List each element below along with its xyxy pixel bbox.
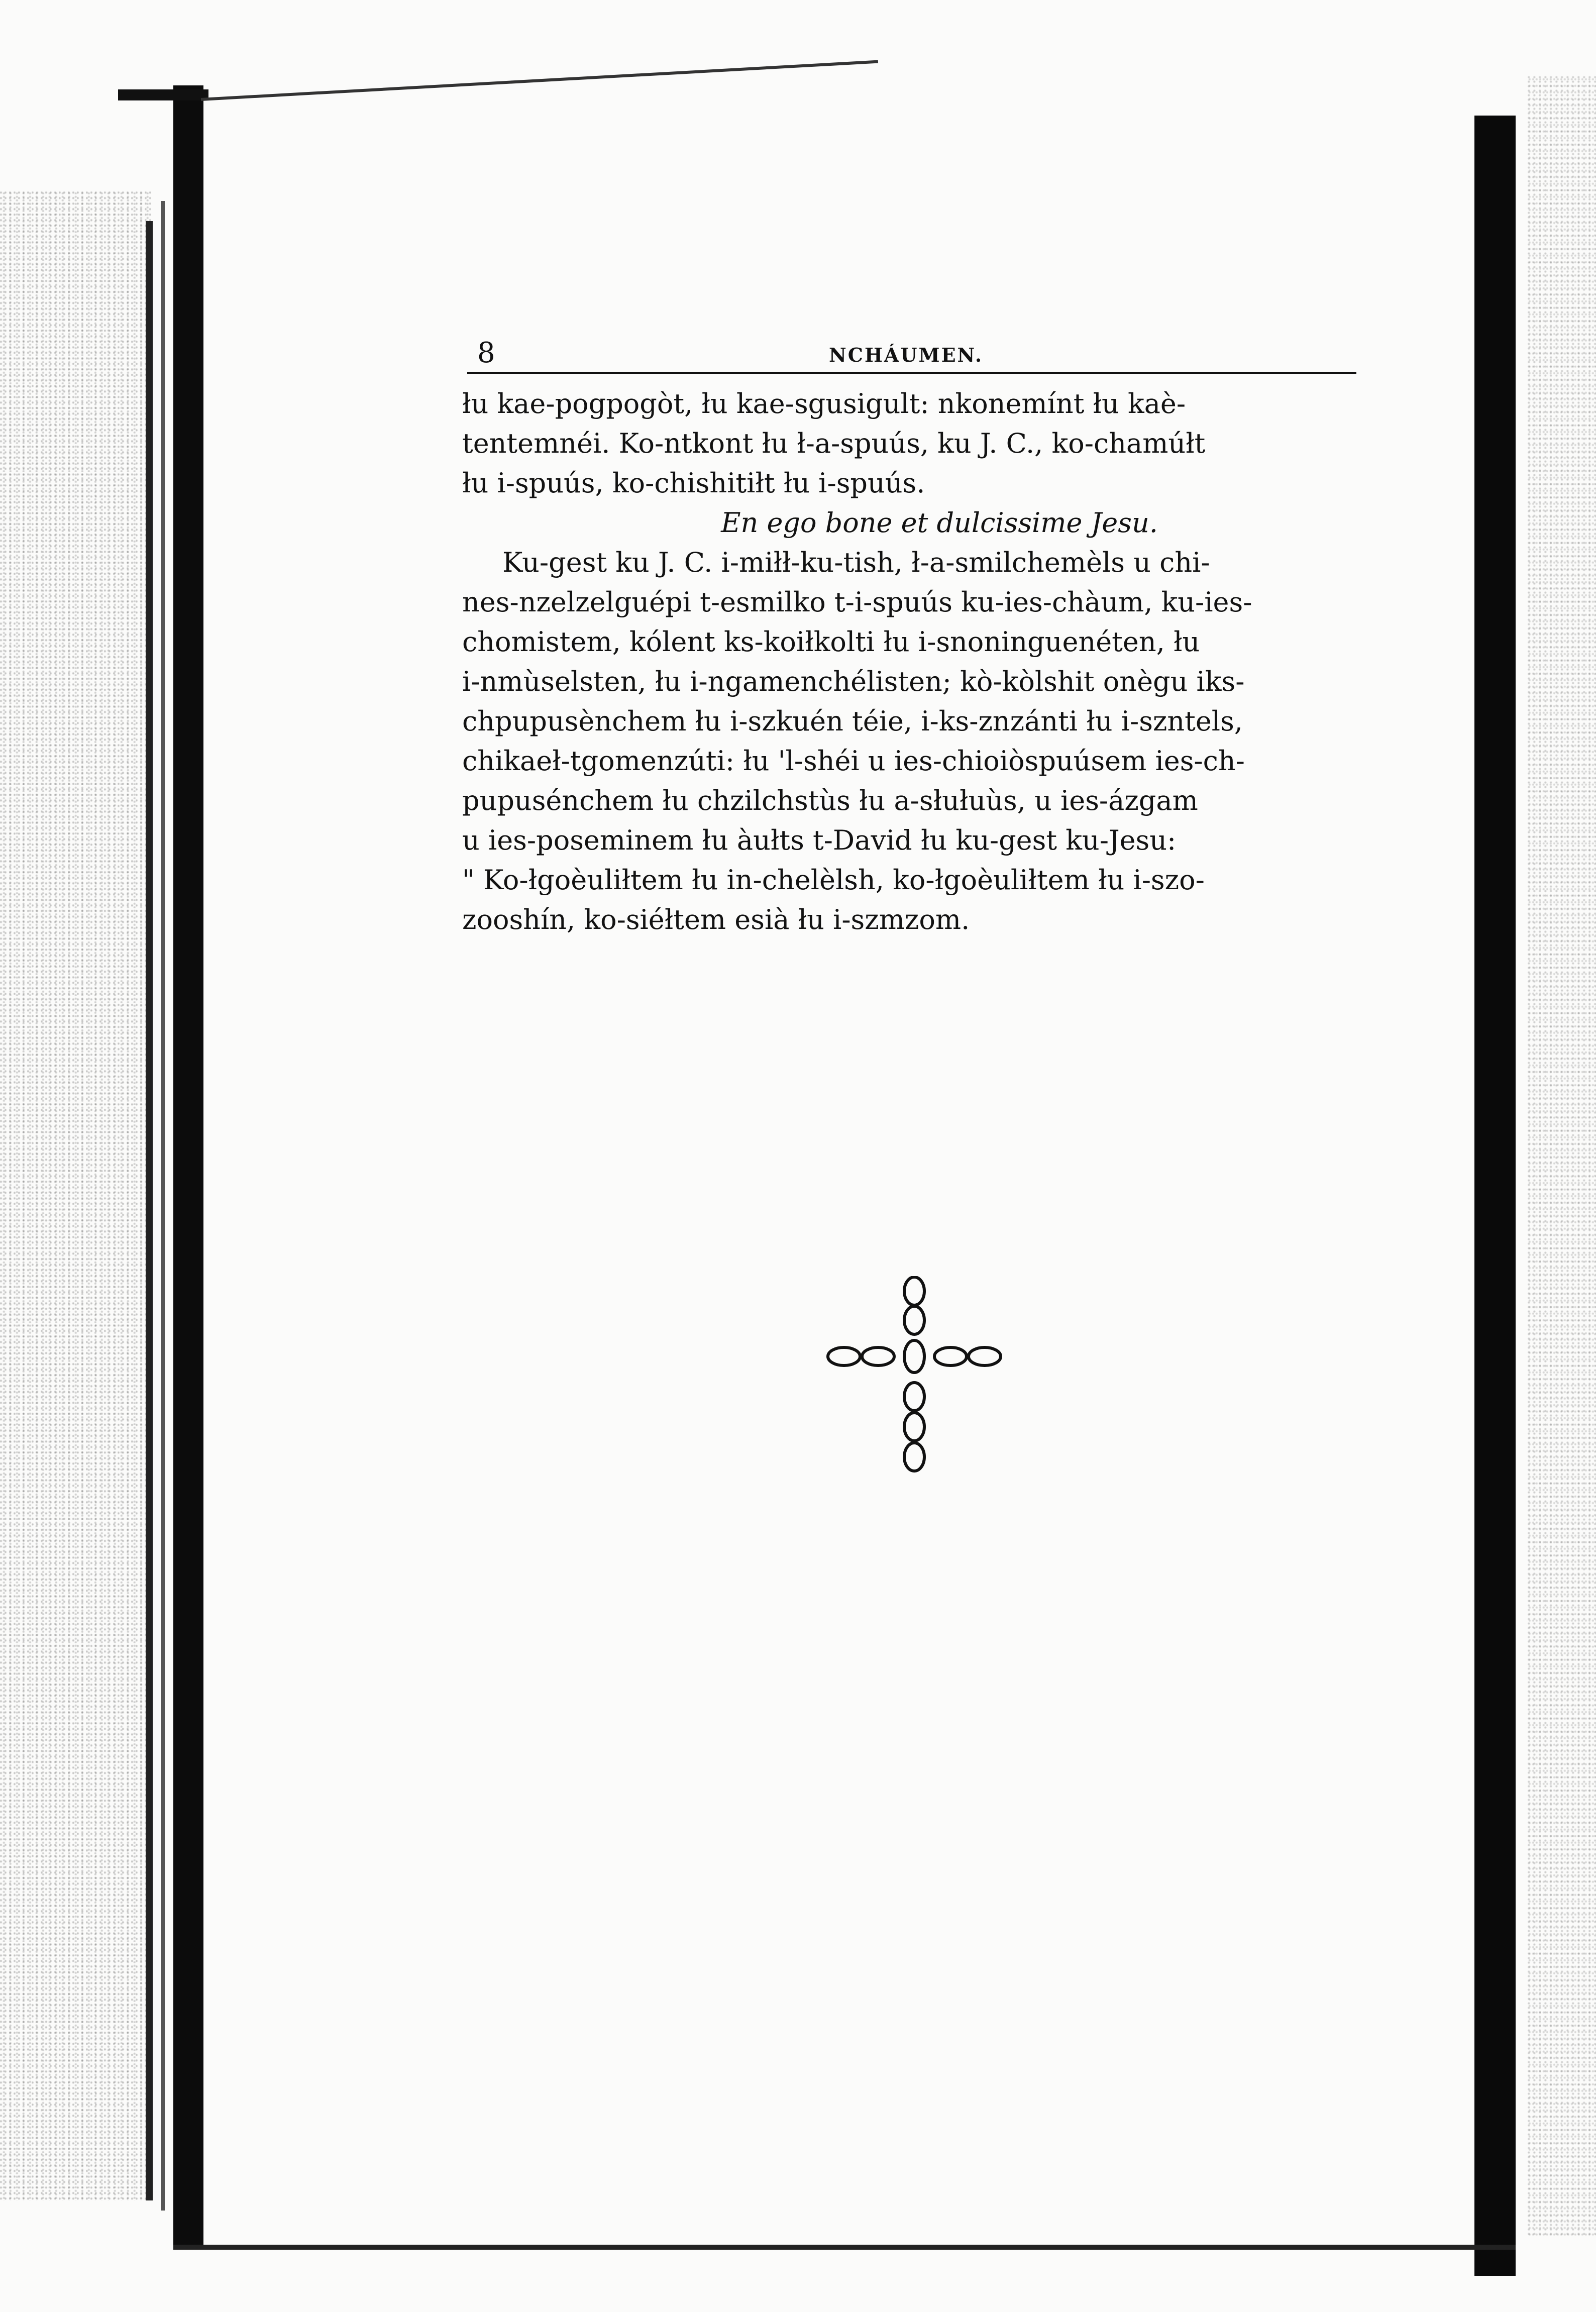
page-header <box>462 332 1356 372</box>
page-number: 8 <box>477 337 495 369</box>
top-edge-stroke <box>201 60 878 101</box>
left-margin-speckle <box>0 191 151 2200</box>
text-line: " Ko-łgoèuliłtem łu in-chelèlsh, ko-łgoèuliłtem łu i-szo- <box>462 864 1205 896</box>
text-line: chomistem, kólent ks-koiłkolti łu i-snoninguenéten, łu <box>462 626 1200 658</box>
running-head: NCHÁUMEN. <box>829 344 984 366</box>
top-edge-mark <box>118 89 208 100</box>
text-line: łu i-spuús, ko-chishitiłt łu i-spuús. <box>462 467 925 499</box>
right-edge-shadow <box>1474 116 1516 2276</box>
cross-ornament-icon <box>824 1276 1005 1487</box>
left-binding-line <box>146 221 153 2200</box>
right-margin-speckle <box>1527 75 1596 2236</box>
text-line: chpupusènchem łu i-szkuén téie, i-ks-znzánti łu i-szntels, <box>462 705 1243 737</box>
text-line: pupusénchem łu chzilchstùs łu a-słułuùs, u ies-ázgam <box>462 785 1198 816</box>
text-line: chikaeł-tgomenzúti: łu 'l-shéi u ies-chioiòspuúsem ies-ch- <box>462 745 1245 777</box>
text-line: tentemnéi. Ko-ntkont łu ł-a-spuús, ku J. C., ko-chamúłt <box>462 428 1206 459</box>
header-rule <box>467 372 1356 374</box>
text-line: zooshín, ko-siéłtem esià łu i-szmzom. <box>462 904 970 935</box>
left-binding-shadow <box>173 85 203 2246</box>
bottom-edge-line <box>173 2245 1516 2250</box>
text-line: Ku-gest ku J. C. i-miłł-ku-tish, ł-a-smilchemèls u chi- <box>502 547 1210 578</box>
latin-heading: En ego bone et dulcissime Jesu. <box>721 507 1158 539</box>
text-line: i-nmùselsten, łu i-ngamenchélisten; kò-kòlshit onègu iks- <box>462 666 1245 697</box>
left-binding-line-inner <box>161 201 165 2211</box>
body-text <box>462 384 1356 939</box>
text-line: u ies-poseminem łu àułts t-David łu ku-gest ku-Jesu: <box>462 824 1177 856</box>
text-line: nes-nzelzelguépi t-esmilko t-i-spuús ku-ies-chàum, ku-ies- <box>462 586 1252 618</box>
text-line: łu kae-pogpogòt, łu kae-sgusigult: nkonemínt łu kaè- <box>462 388 1186 419</box>
page-content <box>462 332 1356 939</box>
